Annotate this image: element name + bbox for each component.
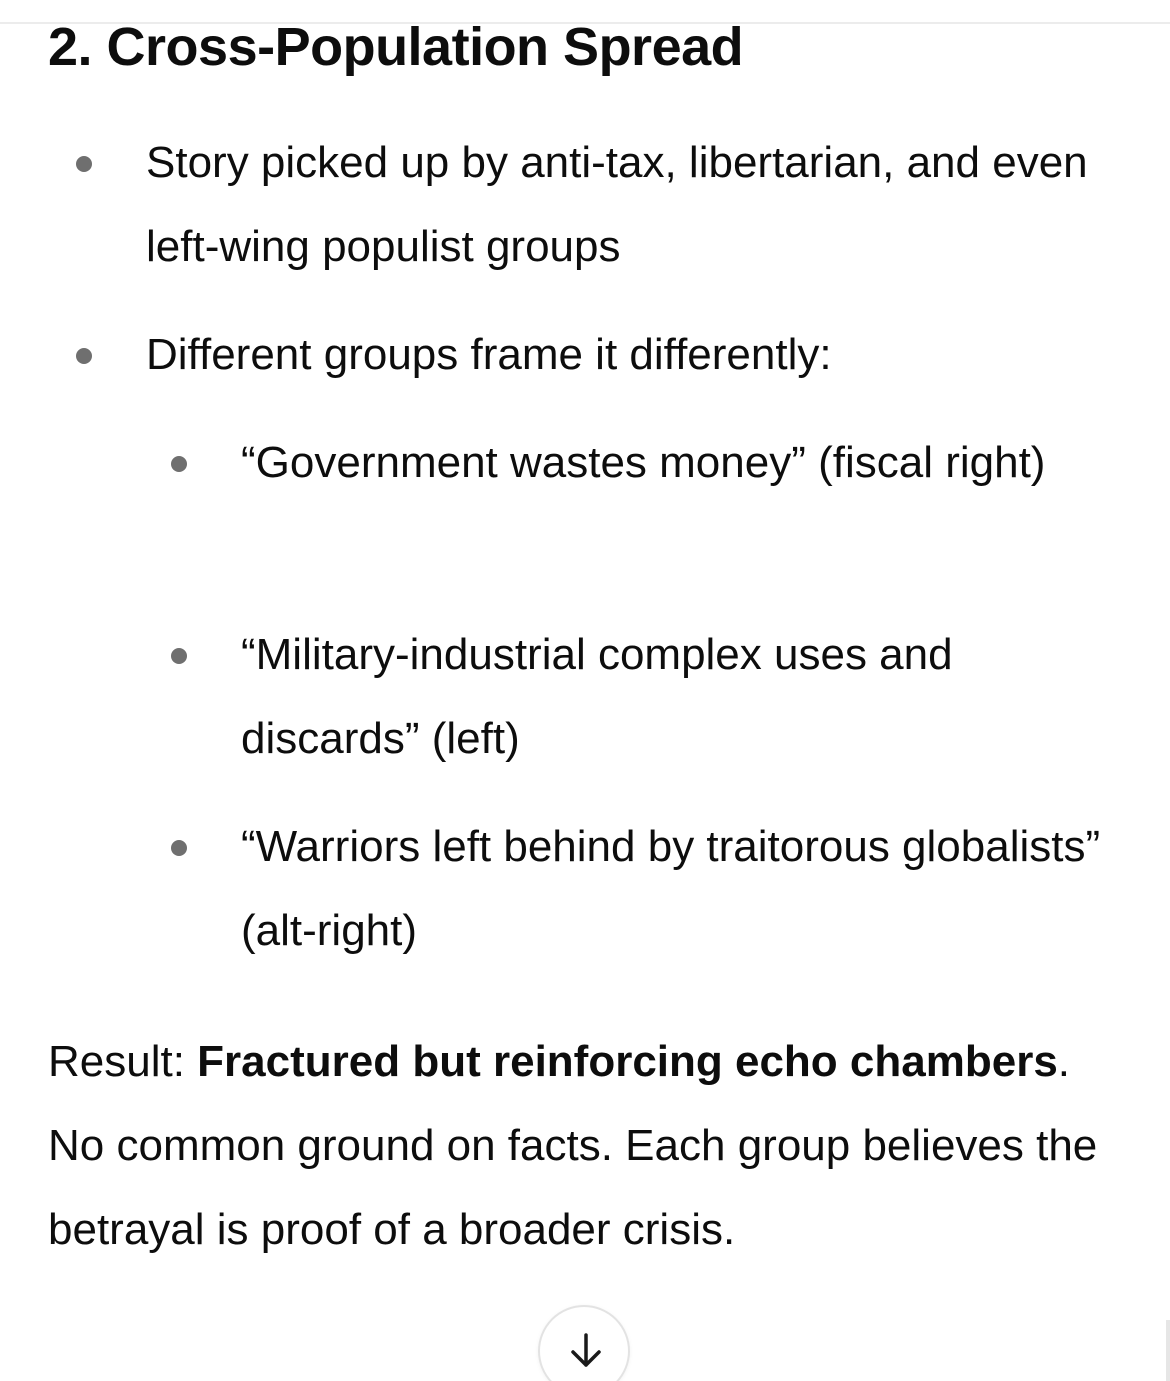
result-emphasis: Fractured but reinforcing echo chambers <box>197 1037 1058 1086</box>
arrow-down-icon <box>564 1329 608 1373</box>
scroll-down-button[interactable] <box>538 1305 630 1381</box>
sub-bullet-marker <box>171 840 187 856</box>
sub-bullet-item: “Government wastes money” (fiscal right) <box>241 438 1046 487</box>
bullet-marker <box>76 156 92 172</box>
bullet-marker <box>76 348 92 364</box>
sub-bullet-item: “Warriors left behind by traitorous globalists” (alt-right) <box>241 822 1101 955</box>
scrollbar-edge <box>1166 1320 1170 1381</box>
bullet-item: Story picked up by anti-tax, libertarian, and even left-wing populist groups <box>146 138 1088 271</box>
sub-bullet-marker <box>171 648 187 664</box>
sub-bullet-item: “Military-industrial complex uses and discards” (left) <box>241 630 953 763</box>
result-prefix: Result: <box>48 1037 198 1086</box>
sub-bullet-marker <box>171 456 187 472</box>
section-heading: 2. Cross-Population Spread <box>48 17 744 77</box>
bullet-item: Different groups frame it differently: <box>146 330 832 379</box>
result-paragraph <box>48 1020 1128 1272</box>
result-body: . No common ground on facts. Each group believes the betrayal is proof of a broader crisis. <box>48 1037 1098 1254</box>
